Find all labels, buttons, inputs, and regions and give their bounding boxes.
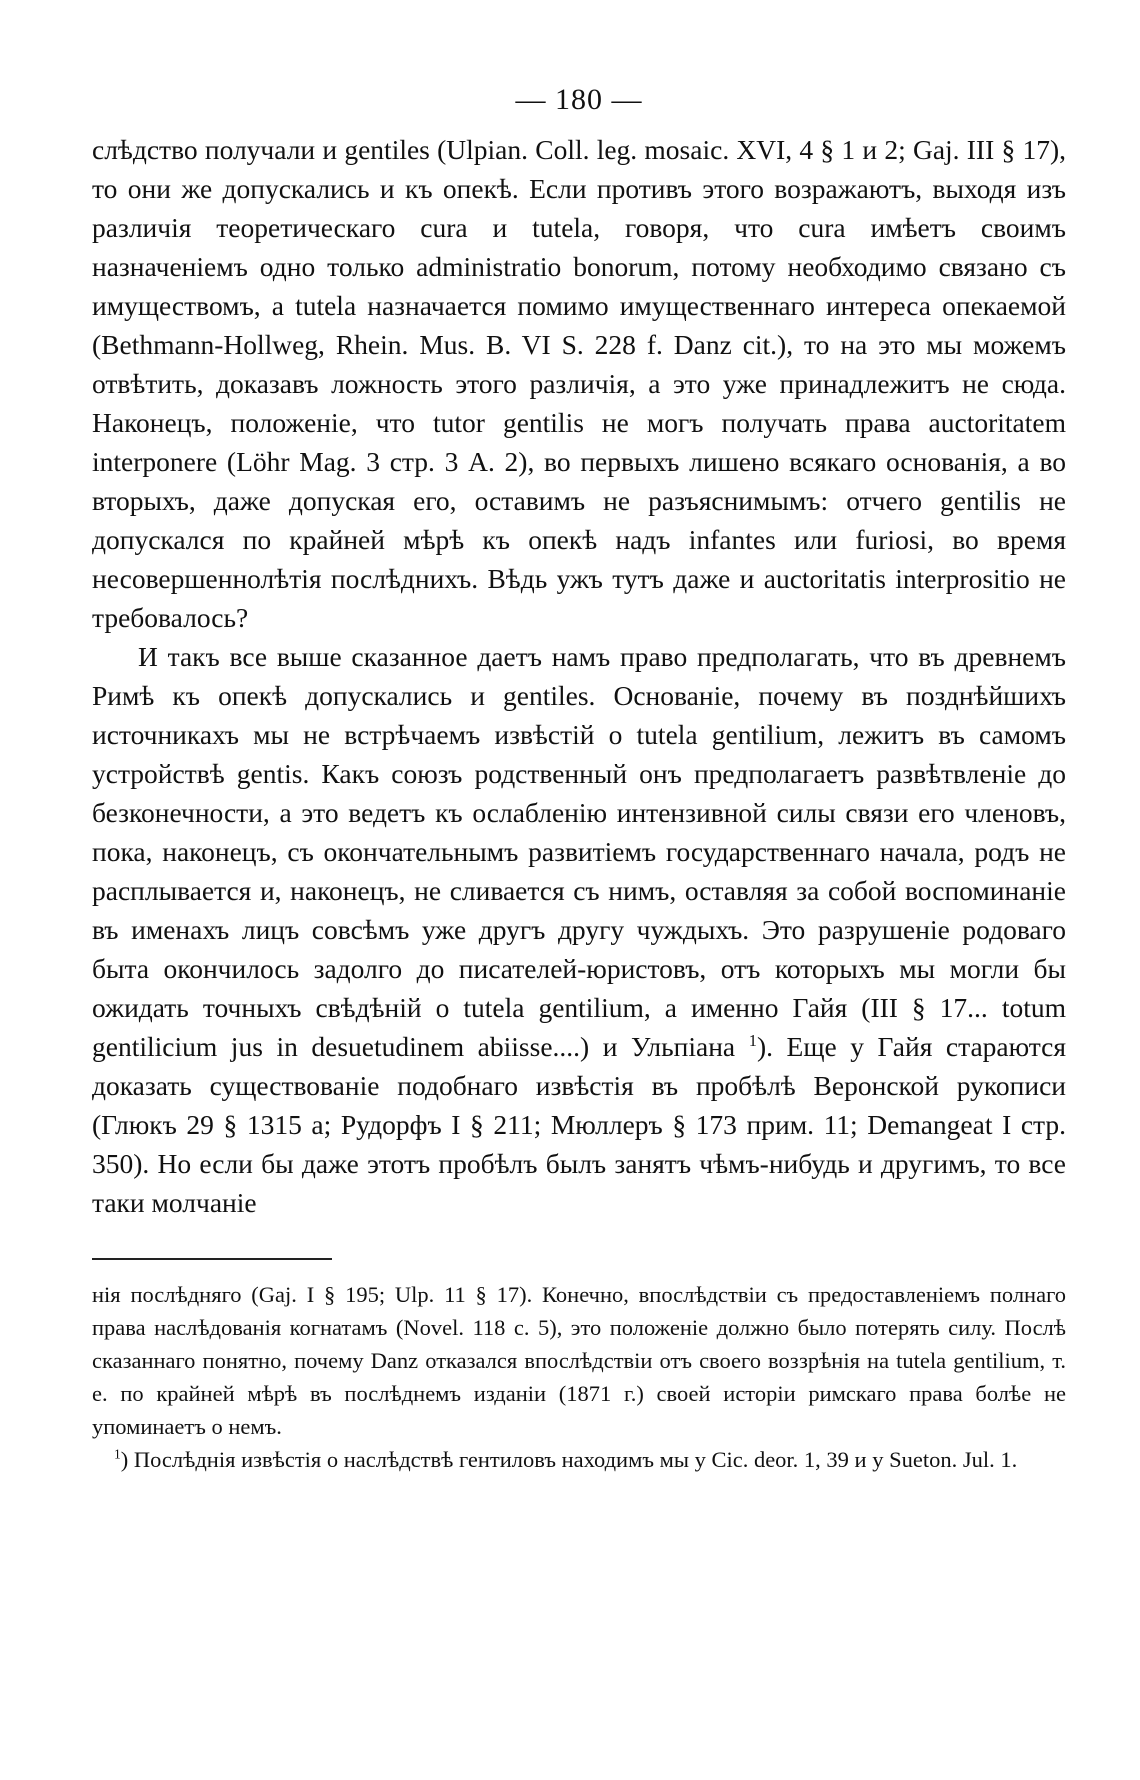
footnote-1 [92,1443,1066,1476]
footnote-divider [92,1258,332,1260]
footnote-continuation: нія послѣдняго (Gaj. I § 195; Ulp. 11 § 17). Конечно, впослѣдствіи съ предоставленіемъ полнаго права наслѣдованія когнатамъ (Novel. 118 c. 5), это положеніе должно было потерять силу. Послѣ сказаннаго понятно, почему Danz отказался впослѣдствіи отъ своего воззрѣнія на tutela gentilium, т. е. по крайней мѣрѣ въ послѣднемъ изданіи (1871 г.) своей исторіи римскаго права болѣе не упоминаетъ о немъ. [92,1282,1066,1439]
paragraph-1: слѣдство получали и gentiles (Ulpian. Coll. leg. mosaic. XVI, 4 § 1 и 2; Gaj. III § 17), то они же допускались и къ опекѣ. Если противъ этого возражаютъ, выходя изъ различія теоретическаго cura и tutela, говоря, что cura имѣетъ своимъ назначеніемъ одно только administratio bonorum, потому необходимо связано съ имуществомъ, а tutela назначается помимо имущественнаго интереса опекаемой (Bethmann-Hollweg, Rhein. Mus. B. VI S. 228 f. Danz cit.), то на это мы можемъ отвѣтить, доказавъ ложность этого различія, а это уже принадлежитъ не сюда. Наконецъ, положеніе, что tutor gentilis не могъ получать права auctoritatem interponere (Löhr Mag. 3 стр. 3 A. 2), во первыхъ лишено всякаго основанія, а во вторыхъ, даже допуская его, оставимъ не разъяснимымъ: отчего gentilis не допускался по крайней мѣрѣ къ опекѣ надъ infantes или furiosi, во время несовершеннолѣтія послѣднихъ. Вѣдь ужъ тутъ даже и auctoritatis interprositio не требовалось? [92,134,1066,633]
footnote-1-text: ) Послѣднія извѣстія о наслѣдствѣ гентиловъ находимъ мы у Cic. deor. 1, 39 и у Sueton. Jul. 1. [120,1447,1018,1472]
page-number: — 180 — [515,83,643,116]
footnote-1-mark: 1 [114,1446,121,1462]
footnote-ref-1: 1 [748,1030,757,1050]
paragraph-2-end: ). Еще у Гайя стараются доказать существованіе подобнаго извѣстія въ пробѣлѣ Веронской рукописи (Глюкъ 29 § 1315 a; Рудорфъ I § 211; Мюллеръ § 173 прим. 11; Demangeat I стр. 350). Но если бы даже этотъ пробѣлъ былъ занятъ чѣмъ-нибудь и другимъ, то все таки молчаніе [92,1031,1067,1218]
paragraph-2-text: И такъ все выше сказанное даетъ намъ право предполагать, что въ древнемъ Римѣ къ опекѣ допускались и gentiles. Основаніе, почему въ позднѣйшихъ источникахъ мы не встрѣчаемъ извѣстій о tutela gentilium, лежитъ въ самомъ устройствѣ gentis. Какъ союзъ родственный онъ предполагаетъ развѣтвленіе до безконечности, а это ведетъ къ ослабленію интензивной силы связи его членовъ, пока, наконецъ, съ окончательнымъ развитіемъ государственнаго начала, родъ не расплывается и, наконецъ, не сливается съ нимъ, оставляя за собой воспоминаніе въ именахъ лицъ совсѣмъ уже другъ другу чуждыхъ. Это разрушеніе родоваго быта окончилось задолго до писателей-юристовъ, отъ которыхъ мы могли бы ожидать точныхъ свѣдѣній о tutela gentilium, а именно Гайя (III § 17... totum gentilicium jus in desuetudinem abiisse....) и Ульпіана [92,641,1066,1062]
page [92,80,1066,1476]
footnotes [92,1278,1066,1476]
main-text [92,130,1066,1222]
paragraph-2 [92,637,1066,1222]
